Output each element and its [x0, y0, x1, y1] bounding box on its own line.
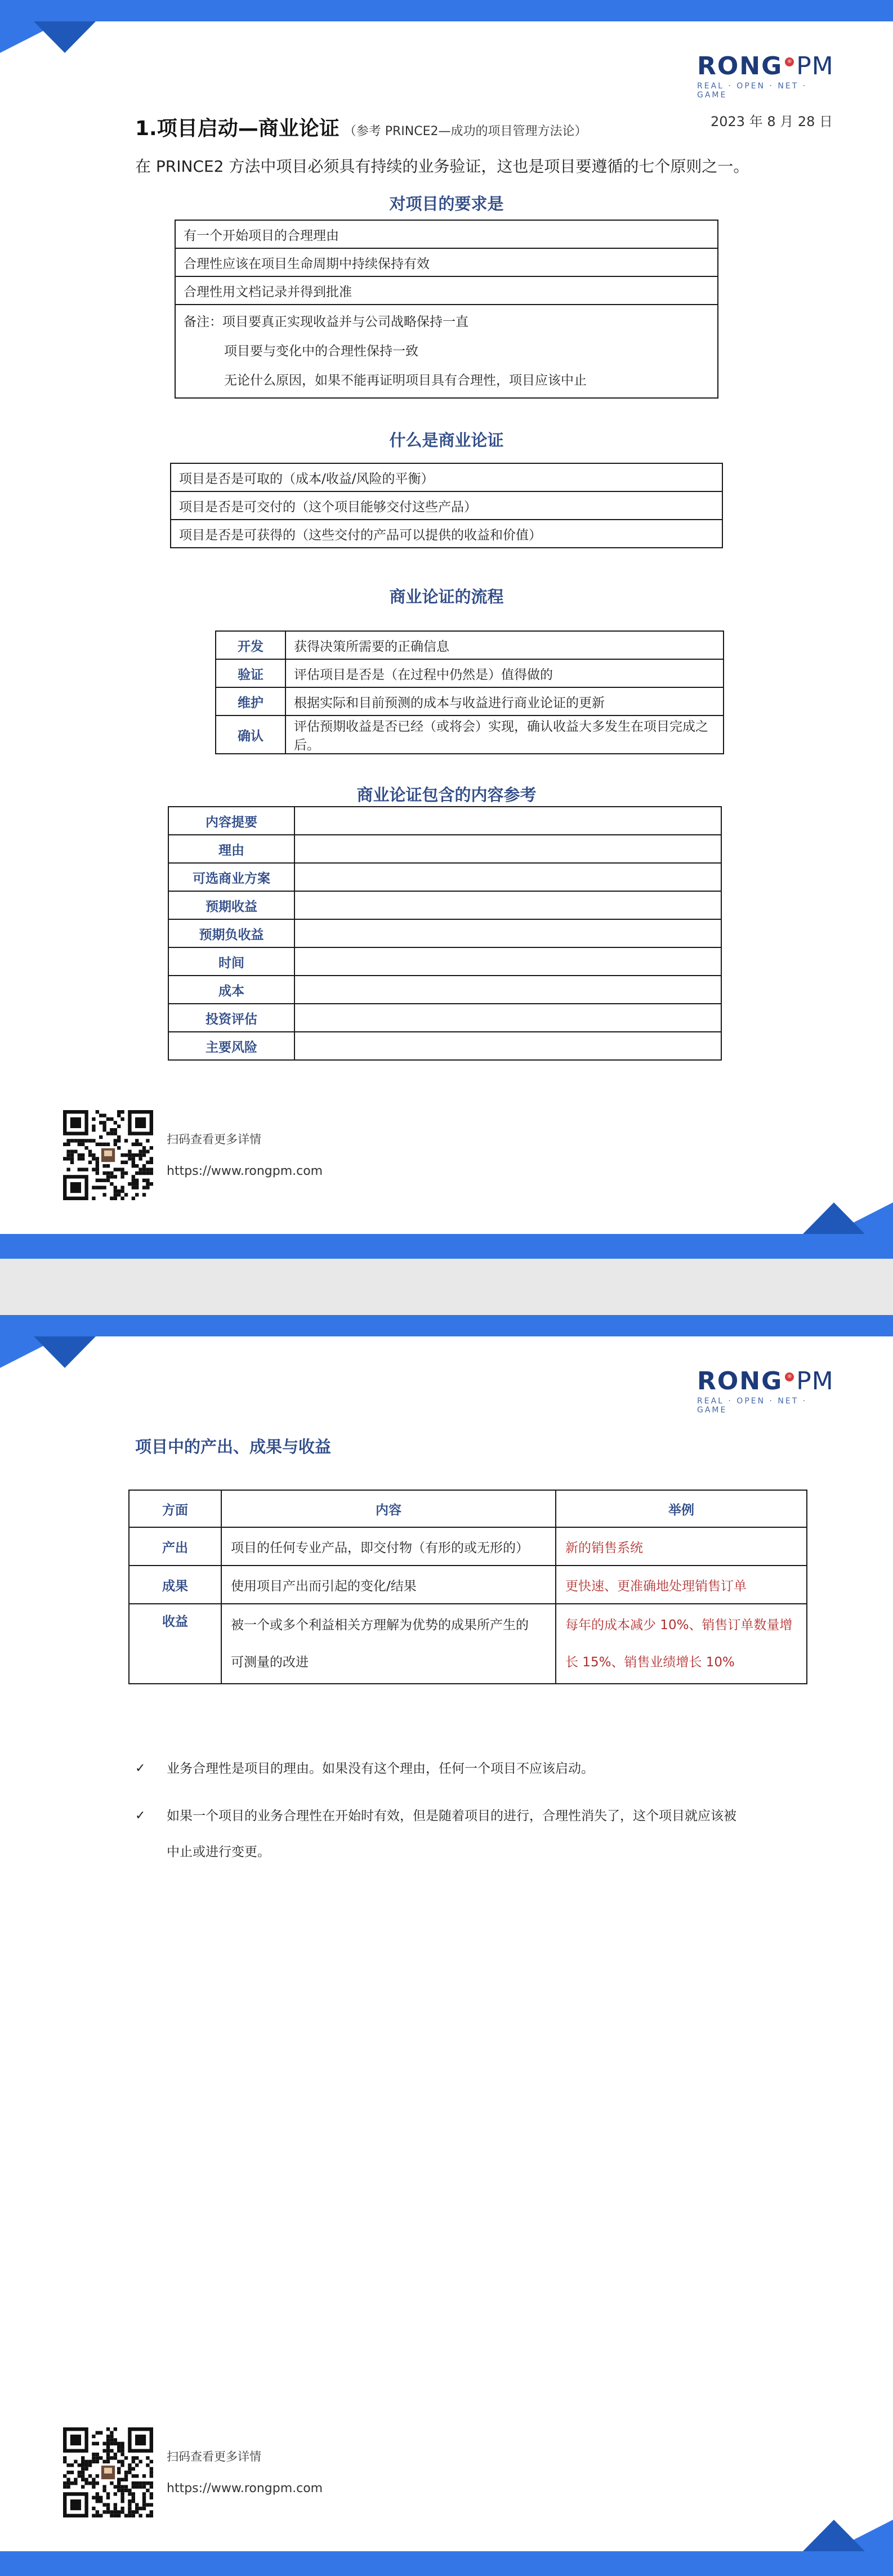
note-line: 项目要与变化中的合理性保持一致 — [224, 344, 418, 359]
column-header: 方面 — [129, 1490, 221, 1527]
logo-tagline: REAL · OPEN · NET · GAME — [697, 82, 807, 100]
contents-value — [294, 863, 721, 891]
table-row — [175, 276, 718, 305]
contents-value — [294, 891, 721, 919]
qr-code-icon[interactable] — [63, 2427, 153, 2517]
contents-item: 内容提要 — [168, 807, 294, 835]
contents-value — [294, 919, 721, 947]
requirements-title: 对项目的要求是 — [389, 194, 504, 213]
contents-item: 预期收益 — [168, 891, 294, 919]
page-title-text: 1.项目启动—商业论证 — [135, 117, 340, 140]
checkmark-icon: ✓ — [135, 1809, 146, 1823]
list-item — [135, 1798, 777, 1870]
page-title — [135, 113, 587, 141]
table-row — [168, 835, 721, 863]
requirements-note-cell — [175, 305, 718, 398]
contents-item: 可选商业方案 — [168, 863, 294, 891]
footer-band — [0, 2551, 893, 2576]
table-row — [129, 1604, 807, 1684]
contents-value — [294, 807, 721, 835]
process-title: 商业论证的流程 — [389, 587, 504, 606]
contents-item: 理由 — [168, 835, 294, 863]
note-line: 无论什么原因，如果不能再证明项目具有合理性，项目应该中止 — [224, 373, 587, 388]
contents-item: 投资评估 — [168, 1004, 294, 1032]
contents-value — [294, 947, 721, 976]
logo-suffix: PM — [796, 52, 834, 80]
contents-title: 商业论证包含的内容参考 — [356, 785, 537, 804]
table-row — [168, 976, 721, 1004]
table-row — [216, 659, 724, 687]
table-row — [129, 1527, 807, 1566]
aspect-label: 收益 — [129, 1604, 221, 1684]
header-band — [0, 1315, 893, 1336]
content-line: 可测量的改进 — [231, 1655, 309, 1670]
process-tag: 确认 — [216, 715, 285, 754]
list-item — [135, 1751, 777, 1787]
contents-item: 主要风险 — [168, 1032, 294, 1060]
aspect-example: 新的销售系统 — [556, 1527, 807, 1566]
table-row — [175, 248, 718, 276]
process-tag: 维护 — [216, 687, 285, 715]
page-1 — [0, 0, 893, 1259]
table-row — [168, 947, 721, 976]
contents-value — [294, 835, 721, 863]
table-row — [216, 687, 724, 715]
website-link[interactable]: https://www.rongpm.com — [167, 1164, 323, 1178]
header-corner-accent — [34, 1336, 96, 1368]
logo-suffix: PM — [796, 1367, 834, 1396]
table-cell: 有一个开始项目的合理理由 — [175, 220, 718, 248]
contents-value — [294, 1032, 721, 1060]
note-prefix: 备注： — [184, 315, 222, 329]
table-row — [175, 305, 718, 398]
table-cell: 项目是否是可获得的（这些交付的产品可以提供的收益和价值） — [171, 520, 722, 548]
contents-value — [294, 1004, 721, 1032]
aspect-content — [221, 1604, 556, 1684]
outputs-title: 项目中的产出、成果与收益 — [135, 1437, 332, 1456]
footer-corner-accent — [803, 2520, 865, 2551]
intro-text: 在 PRINCE2 方法中项目必须具有持续的业务验证，这也是项目要遵循的七个原则之一。 — [135, 157, 749, 176]
key-points-list — [135, 1751, 777, 1881]
brand-logo — [697, 1367, 839, 1415]
table-row — [168, 1032, 721, 1060]
document-date: 2023 年 8 月 28 日 — [711, 114, 833, 129]
logo-word: RONG — [697, 1367, 783, 1396]
website-link[interactable]: https://www.rongpm.com — [167, 2481, 323, 2496]
qr-code-icon[interactable] — [63, 1110, 153, 1200]
table-row — [171, 491, 722, 520]
qr-caption: 扫码查看更多详情 — [167, 2450, 261, 2463]
qr-caption: 扫码查看更多详情 — [167, 1133, 261, 1146]
process-text: 评估项目是否是（在过程中仍然是）值得做的 — [285, 659, 724, 687]
table-row — [168, 863, 721, 891]
logo-dot-icon: ® — [785, 57, 794, 66]
contents-item: 时间 — [168, 947, 294, 976]
table-cell: 项目是否是可取的（成本/收益/风险的平衡） — [171, 463, 722, 491]
table-row — [171, 463, 722, 491]
logo-tagline: REAL · OPEN · NET · GAME — [697, 1397, 807, 1415]
requirements-table — [175, 220, 718, 399]
column-header: 内容 — [221, 1490, 556, 1527]
example-line: 长 15%、销售业绩增长 10% — [565, 1655, 735, 1670]
process-text: 评估预期收益是否已经（或将会）实现，确认收益大多发生在项目完成之后。 — [285, 715, 724, 754]
table-row — [168, 891, 721, 919]
page-title-reference: （参考 PRINCE2—成功的项目管理方法论） — [343, 124, 587, 138]
table-row — [168, 807, 721, 835]
header-band — [0, 0, 893, 21]
what-is-table — [170, 463, 723, 548]
content-line: 被一个或多个利益相关方理解为优势的成果所产生的 — [231, 1618, 529, 1633]
table-row — [168, 919, 721, 947]
note-line — [184, 307, 709, 337]
column-header: 举例 — [556, 1490, 807, 1527]
table-header-row — [129, 1490, 807, 1527]
table-row — [168, 1004, 721, 1032]
process-text: 根据实际和目前预测的成本与收益进行商业论证的更新 — [285, 687, 724, 715]
logo-word: RONG — [697, 52, 783, 80]
aspect-label: 产出 — [129, 1527, 221, 1566]
footer-corner-accent — [803, 1202, 865, 1234]
outputs-table — [128, 1490, 807, 1684]
aspect-content: 项目的任何专业产品，即交付物（有形的或无形的） — [221, 1527, 556, 1566]
contents-item: 预期负收益 — [168, 919, 294, 947]
aspect-example — [556, 1604, 807, 1684]
table-cell: 项目是否是可交付的（这个项目能够交付这些产品） — [171, 491, 722, 520]
process-text: 获得决策所需要的正确信息 — [285, 631, 724, 659]
list-item-text: 如果一个项目的业务合理性在开始时有效，但是随着项目的进行，合理性消失了，这个项目就应该被 — [167, 1809, 736, 1823]
table-cell: 合理性用文档记录并得到批准 — [175, 276, 718, 305]
contents-value — [294, 976, 721, 1004]
contents-table — [168, 806, 722, 1061]
brand-logo — [697, 52, 839, 100]
logo-dot-icon: ® — [785, 1372, 794, 1381]
footer-band — [0, 1234, 893, 1259]
list-item-text: 中止或进行变更。 — [167, 1845, 270, 1859]
aspect-example: 更快速、更准确地处理销售订单 — [556, 1566, 807, 1604]
process-tag: 验证 — [216, 659, 285, 687]
example-line: 每年的成本减少 10%、销售订单数量增 — [565, 1618, 793, 1633]
table-row — [216, 715, 724, 754]
table-row — [175, 220, 718, 248]
table-row — [129, 1566, 807, 1604]
table-cell: 合理性应该在项目生命周期中持续保持有效 — [175, 248, 718, 276]
table-row — [171, 520, 722, 548]
list-item-text: 业务合理性是项目的理由。如果没有这个理由，任何一个项目不应该启动。 — [167, 1761, 594, 1776]
header-corner-accent — [34, 21, 96, 53]
what-is-title: 什么是商业论证 — [389, 431, 504, 450]
table-row — [216, 631, 724, 659]
aspect-label: 成果 — [129, 1566, 221, 1604]
process-tag: 开发 — [216, 631, 285, 659]
checkmark-icon: ✓ — [135, 1761, 146, 1776]
process-table — [215, 630, 724, 754]
note-text: 项目要真正实现收益并与公司战略保持一直 — [222, 315, 468, 329]
contents-item: 成本 — [168, 976, 294, 1004]
aspect-content: 使用项目产出而引起的变化/结果 — [221, 1566, 556, 1604]
